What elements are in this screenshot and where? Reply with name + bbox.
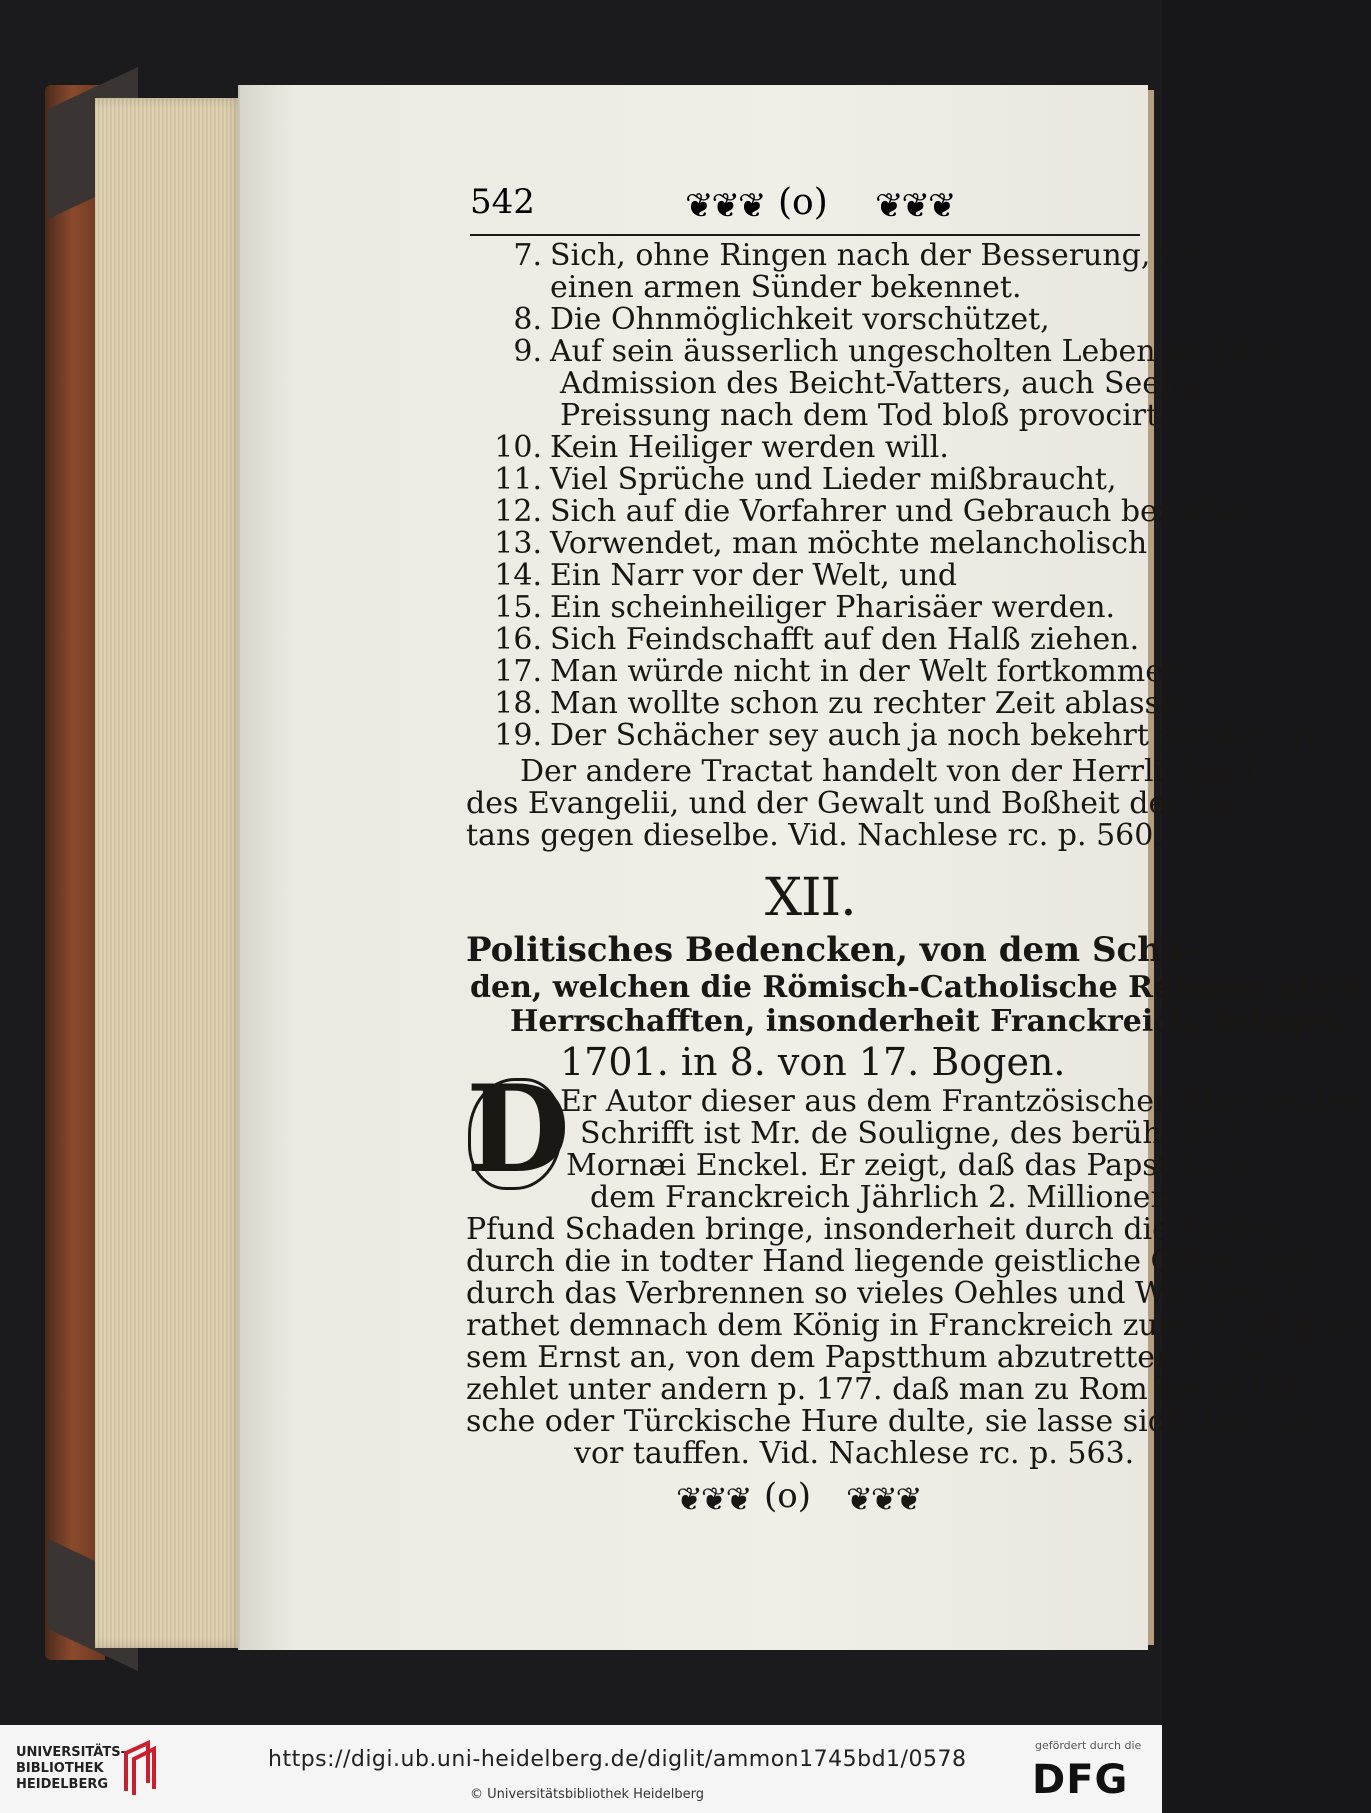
list-item: 8. Die Ohnmöglichkeit vorschützet, [513,302,1050,337]
list-item: 15. Ein scheinheiliger Pharisäer werden. [494,590,1116,625]
dfg-logo[interactable]: DFG [1032,1757,1129,1803]
running-header [470,178,1140,236]
header-mark: (o) [778,182,828,223]
library-logo-icon [118,1739,160,1799]
paragraph-line: tans gegen dieselbe. Vid. Nachlese rc. p. 560. [466,818,1163,853]
library-logo-text: UNIVERSITÄTS- BIBLIOTHEK HEIDELBERG [16,1745,126,1792]
paragraph-line: durch das Verbrennen so vieles Oehles und Wachses. Er [466,1276,1322,1311]
paragraph-line: Schrifft ist Mr. de Souligne, des berühmten [580,1116,1240,1151]
paragraph-line: Mornæi Enckel. Er zeigt, daß das Papstthum, [566,1148,1259,1183]
list-item: 12. Sich auf die Vorfahrer und Gebrauch beziehet. [494,494,1260,529]
paragraph-line: sem Ernst an, von dem Papstthum abzutretten. Er er- [466,1340,1282,1375]
paragraph-line: des Evangelii, und der Gewalt und Boßheit des Sa- [466,786,1240,821]
header-ornament-left: ❦❦❦ [685,186,765,226]
viewer-footer [0,1725,1162,1813]
section-title-line: Herrschafften, insonderheit Franckreich, bringet. [510,1004,1349,1039]
list-item: Preissung nach dem Tod bloß provocirt. [560,398,1168,433]
dfg-label: gefördert durch die [1035,1739,1142,1752]
list-item: 17. Man würde nicht in der Welt fortkommen. [494,654,1192,689]
paragraph-line: Der andere Tractat handelt von der Herrlichkeit [520,754,1257,789]
section-title-line: Politisches Bedencken, von dem Scha- [466,930,1199,970]
page-url-link[interactable]: https://digi.ub.uni-heidelberg.de/diglit/ammon1745bd1/0578 [268,1747,967,1772]
list-item: 10. Kein Heiliger werden will. [494,430,949,465]
paragraph-line: Er Autor dieser aus dem Frantzösischen übersetzten [560,1084,1364,1119]
paragraph-line: dem Franckreich Jährlich 2. Millionen [590,1180,1170,1215]
copyright-text: © Universitätsbibliothek Heidelberg [470,1787,705,1802]
paragraph-line: sche oder Türckische Hure dulte, sie lasse sich dann zu- [466,1404,1324,1439]
paragraph-line: zehlet unter andern p. 177. daß man zu Rom keine Jüdi- [466,1372,1320,1407]
footer-ornament-left: ❦❦❦ [676,1480,751,1518]
paragraph-line: durch die in todter Hand liegende geistliche Güter, und [466,1244,1312,1279]
list-item: 9. Auf sein äusserlich ungescholten Leben und die [513,334,1280,369]
list-item: 18. Man wollte schon zu rechter Zeit ablassen. [494,686,1207,721]
page-edges [95,98,245,1648]
drop-cap: D [466,1059,571,1200]
bibliographic-line: 1701. in 8. von 17. Bogen. [560,1040,1066,1084]
list-item: 14. Ein Narr vor der Welt, und [494,558,958,593]
page-number: 542 [470,182,535,222]
list-item: einen armen Sünder bekennet. [550,270,1022,305]
list-item: 11. Viel Sprüche und Lieder mißbraucht, [494,462,1117,497]
list-item: Admission des Beicht-Vatters, auch Seelig- [560,366,1209,401]
list-item: 16. Sich Feindschafft auf den Halß ziehen. [494,622,1140,657]
section-title-line: den, welchen die Römisch-Catholische Religion allen [470,970,1363,1005]
footer-mark: (o) [764,1476,811,1516]
paragraph-line: vor tauffen. Vid. Nachlese rc. p. 563. [574,1436,1135,1471]
list-item: 7. Sich, ohne Ringen nach der Besserung, vor [513,238,1210,273]
header-ornament-right: ❦❦❦ [875,186,955,226]
paragraph-line: rathet demnach dem König in Franckreich zuletzt mit gros- [466,1308,1371,1343]
list-item: 13. Vorwendet, man möchte melancholisch [494,526,1148,561]
paragraph-line: Pfund Schaden bringe, insonderheit durch die Fasten, [466,1212,1291,1247]
list-item: 19. Der Schächer sey auch ja noch bekehrt worden, rc. [494,718,1333,753]
footer-ornament-right: ❦❦❦ [846,1480,921,1518]
section-number: XII. [765,868,856,928]
